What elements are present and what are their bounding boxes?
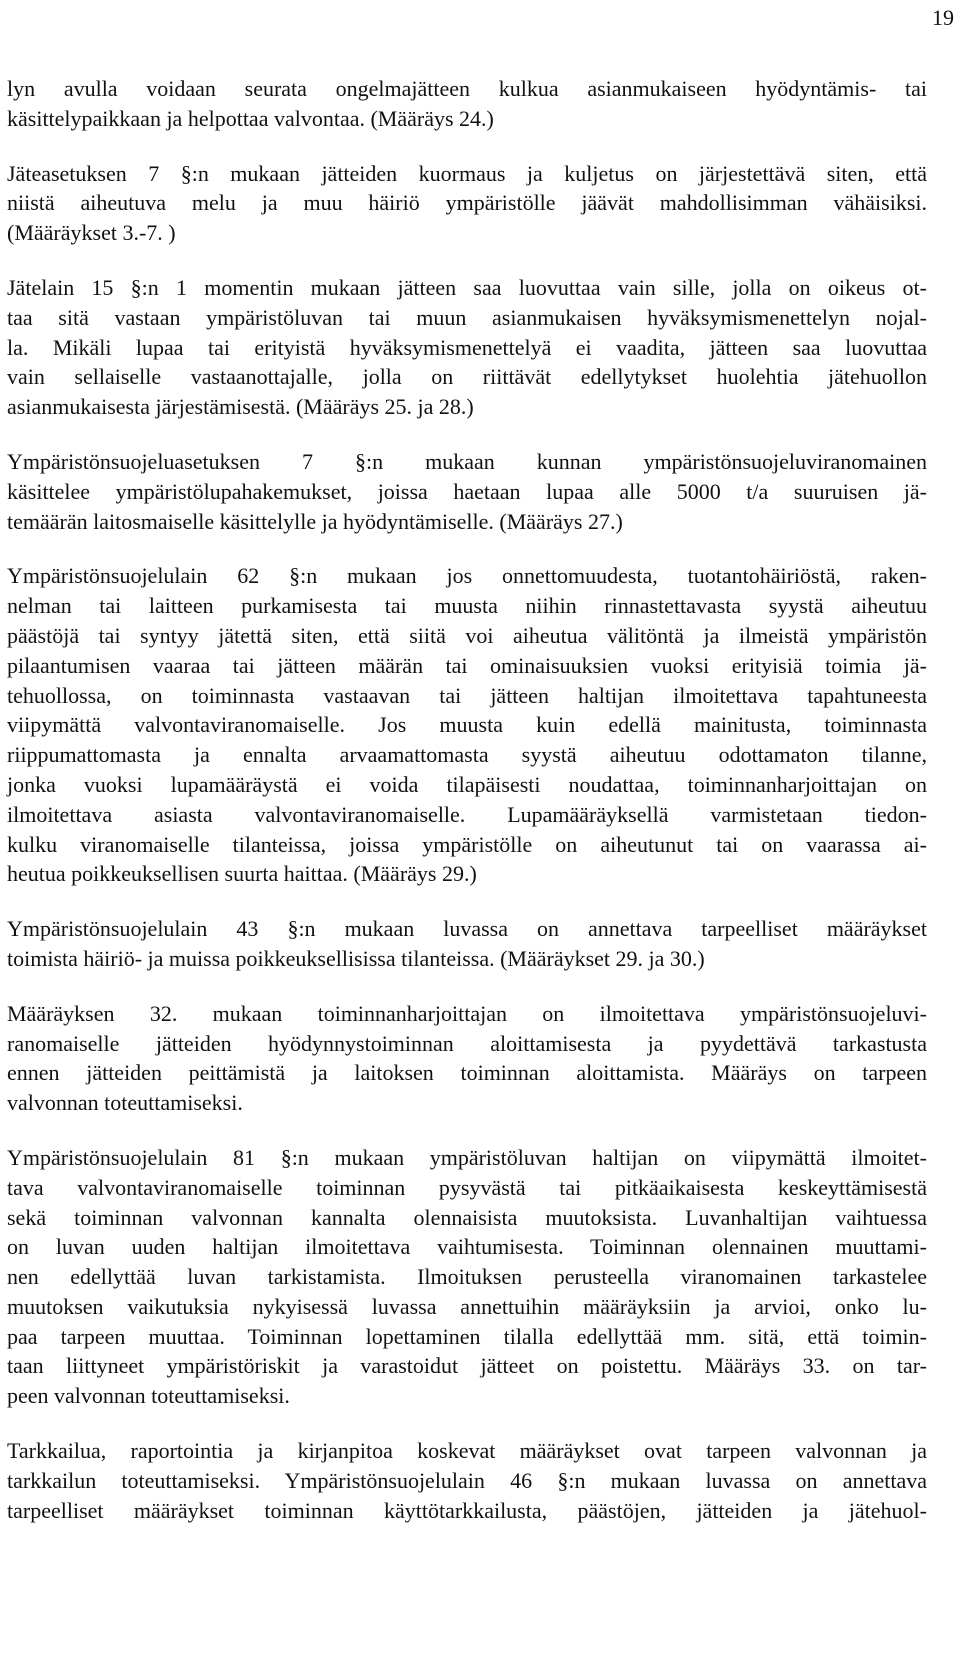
paragraph-p6 — [7, 914, 927, 974]
text-line: Tarkkailua, raportointia ja kirjanpitoa koskevat määräykset ovat tarpeen valvonnan ja — [7, 1438, 927, 1464]
text-line: riippumattomasta ja ennalta arvaamattomasta syystä aiheutuu odottamaton tilanne, — [7, 742, 927, 768]
paragraph-p5 — [7, 561, 927, 889]
text-line: asianmukaisesta järjestämisestä. (Määräys 25. ja 28.) — [7, 394, 474, 420]
text-line: Jätelain 15 §:n 1 momentin mukaan jätteen saa luovuttaa vain sille, jolla on oikeus ot- — [7, 274, 927, 300]
page-number: 19 — [932, 5, 954, 30]
text-line: viipymättä valvontaviranomaiselle. Jos muusta kuin edellä mainitusta, toiminnasta — [7, 712, 927, 738]
text-line: sekä toiminnan valvonnan kannalta olennaisista muutoksista. Luvanhaltijan vaihtuessa — [7, 1204, 927, 1230]
text-line: ranomaiselle jätteiden hyödynnystoiminnan aloittamisesta ja pyydettävä tarkastusta — [7, 1030, 927, 1056]
text-line: taa sitä vastaan ympäristöluvan tai muun asianmukaisen hyväksymismenettelyn nojal- — [7, 304, 927, 330]
paragraph-p4 — [7, 447, 927, 536]
text-line: lyn avulla voidaan seurata ongelmajätteen kulkua asianmukaiseen hyödyntämis- tai — [7, 76, 927, 101]
text-line: tarkkailun toteuttamiseksi. Ympäristönsuojelulain 46 §:n mukaan luvassa on annettava — [7, 1467, 927, 1493]
paragraph-p9 — [7, 1436, 927, 1525]
text-line: pilaantumisen vaaraa tai jätteen määrän tai ominaisuuksien vuoksi erityisiä toimia jä- — [7, 652, 927, 678]
paragraph-p7 — [7, 999, 927, 1118]
text-line: kulku viranomaiselle tilanteissa, joissa ympäristölle on aiheutunut tai on vaarassa ai- — [7, 831, 927, 857]
text-line: taan liittyneet ympäristöriskit ja varastoidut jätteet on poistettu. Määräys 33. on tar- — [7, 1353, 927, 1379]
text-line: nen edellyttää luvan tarkistamista. Ilmoituksen perusteella viranomainen tarkastelee — [7, 1264, 927, 1290]
text-line: Ympäristönsuojeluasetuksen 7 §:n mukaan kunnan ympäristönsuojeluviranomainen — [7, 448, 927, 474]
text-line: Jäteasetuksen 7 §:n mukaan jätteiden kuormaus ja kuljetus on järjestettävä siten, että — [7, 160, 927, 186]
text-line: ilmoitettava asiasta valvontaviranomaiselle. Lupamääräyksellä varmistetaan tiedon- — [7, 801, 927, 827]
text-line: vain sellaiselle vastaanottajalle, jolla on riittävät edellytykset huolehtia jätehuollon — [7, 364, 927, 390]
text-line: päästöjä tai syntyy jätettä siten, että siitä voi aiheutua välitöntä ja ilmeistä ympäristön — [7, 622, 927, 648]
text-line: käsittelee ympäristölupahakemukset, joissa haetaan lupaa alle 5000 t/a suuruisen jä- — [7, 478, 927, 504]
text-line: heutua poikkeuksellisen suurta haittaa. (Määräys 29.) — [7, 861, 477, 887]
text-line: Ympäristönsuojelulain 81 §:n mukaan ympäristöluvan haltijan on viipymättä ilmoitet- — [7, 1144, 927, 1170]
text-line: ennen jätteiden peittämistä ja laitoksen toiminnan aloittamista. Määräys on tarpeen — [7, 1060, 927, 1086]
text-line: jonka vuoksi lupamääräystä ei voida tilapäisesti noudattaa, toiminnanharjoittajan on — [7, 771, 927, 797]
text-line: (Määräykset 3.-7. ) — [7, 220, 176, 246]
paragraph-p3 — [7, 273, 927, 422]
text-line: nelman tai laitteen purkamisesta tai muusta niihin rinnastettavasta syystä aiheutuu — [7, 593, 927, 619]
document-body — [7, 74, 927, 1550]
paragraph-p8 — [7, 1143, 927, 1411]
text-line: Ympäristönsuojelulain 62 §:n mukaan jos onnettomuudesta, tuotantohäiriöstä, raken- — [7, 563, 927, 589]
text-line: tehuollossa, on toiminnasta vastaavan tai jätteen haltijan ilmoitettava tapahtuneesta — [7, 682, 927, 708]
text-line: käsittelypaikkaan ja helpottaa valvontaa. (Määräys 24.) — [7, 105, 494, 131]
text-line: toimista häiriö- ja muissa poikkeuksellisissa tilanteissa. (Määräykset 29. ja 30.) — [7, 945, 705, 971]
paragraph-p2 — [7, 159, 927, 248]
text-line: tarpeelliset määräykset toiminnan käyttötarkkailusta, päästöjen, jätteiden ja jätehuol- — [7, 1497, 927, 1523]
text-line: Ympäristönsuojelulain 43 §:n mukaan luvassa on annettava tarpeelliset määräykset — [7, 916, 927, 942]
text-line: muutoksen vaikutuksia nykyisessä luvassa annettuihin määräyksiin ja arvioi, onko lu- — [7, 1293, 927, 1319]
text-line: paa tarpeen muuttaa. Toiminnan lopettaminen tilalla edellyttää mm. sitä, että toimin- — [7, 1323, 927, 1349]
text-line: valvonnan toteuttamiseksi. — [7, 1090, 243, 1116]
text-line: tava valvontaviranomaiselle toiminnan pysyvästä tai pitkäaikaisesta keskeyttämisestä — [7, 1174, 927, 1200]
paragraph-p1 — [7, 74, 927, 134]
text-line: Määräyksen 32. mukaan toiminnanharjoittajan on ilmoitettava ympäristönsuojeluvi- — [7, 1000, 927, 1026]
text-line: peen valvonnan toteuttamiseksi. — [7, 1383, 290, 1409]
text-line: niistä aiheutuva melu ja muu häiriö ympäristölle jäävät mahdollisimman vähäisiksi. — [7, 190, 927, 216]
text-line: temäärän laitosmaiselle käsittelylle ja hyödyntämiselle. (Määräys 27.) — [7, 508, 623, 534]
text-line: on luvan uuden haltijan ilmoitettava vaihtumisesta. Toiminnan olennainen muuttami- — [7, 1234, 927, 1260]
text-line: la. Mikäli lupaa tai erityistä hyväksymismenettelyä ei vaadita, jätteen saa luovuttaa — [7, 334, 927, 360]
